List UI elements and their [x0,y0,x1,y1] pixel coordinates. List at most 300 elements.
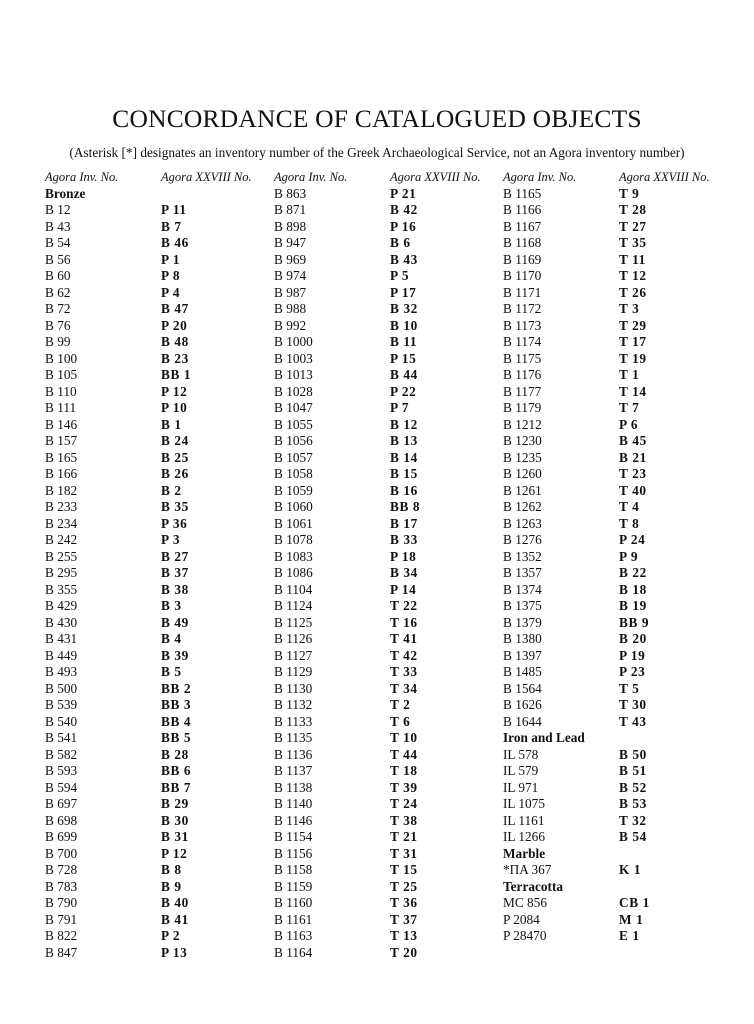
catalogue-number: T 24 [390,796,418,811]
page-subtitle: (Asterisk [*] designates an inventory number of the Greek Archaeological Service, not an Agora inventory number) [69,145,685,160]
table-row [45,268,285,285]
table-row [45,351,285,368]
table-row [503,631,743,648]
table-row [503,565,743,582]
catalogue-number: T 34 [390,680,418,696]
inventory-number: B 233 [45,499,78,514]
table-row [274,565,514,582]
table-row [274,219,514,236]
table-row [45,714,285,731]
inventory-number: B 72 [45,301,71,316]
inventory-number: B 987 [274,284,307,300]
inventory-number: B 1028 [274,383,313,399]
catalogue-number: B 32 [390,301,418,316]
inventory-number: B 1260 [503,466,542,481]
catalogue-number: T 5 [619,680,640,696]
catalogue-number: T 12 [619,268,647,283]
catalogue-number: BB 2 [161,680,192,696]
inventory-number: B 1059 [274,482,313,498]
section-label: Bronze [45,185,86,201]
catalogue-number: T 3 [619,301,640,316]
table-row [274,862,514,879]
concordance-column-3 [503,169,743,945]
table-row [274,466,514,483]
table-row [45,367,285,384]
table-row [274,202,514,219]
table-row [503,747,743,764]
table-row [45,565,285,582]
table-row [503,829,743,846]
table-row [45,829,285,846]
catalogue-number: K 1 [619,862,642,877]
catalogue-number: B 5 [161,664,182,679]
inventory-number: B 12 [45,202,71,217]
table-row [503,549,743,566]
inventory-number: B 582 [45,746,78,762]
inventory-number: B 1485 [503,664,542,679]
catalogue-number: B 1 [161,416,182,432]
inventory-number: B 62 [45,284,71,300]
inventory-number: B 1133 [274,713,313,729]
inventory-number: B 1175 [503,350,542,366]
table-row [274,318,514,335]
inventory-number: B 593 [45,763,78,778]
catalogue-number: B 22 [619,565,647,580]
catalogue-number: T 31 [390,845,418,861]
table-row [45,697,285,714]
catalogue-number: P 22 [390,383,417,399]
inventory-number: B 1060 [274,499,313,514]
table-row [503,318,743,335]
catalogue-number: B 41 [161,911,189,927]
inventory-number: B 1161 [274,911,313,927]
catalogue-number: B 29 [161,796,189,811]
catalogue-number: P 5 [390,268,410,283]
catalogue-number: B 15 [390,466,418,481]
header-inventory-number: Agora Inv. No. [274,170,348,184]
inventory-number: B 1564 [503,680,542,696]
table-row [45,301,285,318]
catalogue-number: T 33 [390,664,418,679]
table-row [503,532,743,549]
inventory-number: B 594 [45,779,78,795]
catalogue-number: T 32 [619,812,647,828]
inventory-number: B 1235 [503,449,542,465]
table-row [503,219,743,236]
catalogue-number: T 6 [390,713,411,729]
table-row [45,252,285,269]
table-row [503,367,743,384]
inventory-number: IL 1075 [503,796,545,811]
catalogue-number: P 3 [161,532,181,547]
table-row [503,186,743,203]
section-label: Terracotta [503,878,564,894]
table-row [274,367,514,384]
table-row [274,598,514,615]
inventory-number: B 1055 [274,416,313,432]
catalogue-number: P 17 [390,284,417,300]
inventory-number: B 105 [45,367,78,382]
inventory-number: B 1169 [503,251,542,267]
catalogue-number: T 38 [390,812,418,828]
catalogue-number: B 9 [161,878,182,894]
inventory-number: B 974 [274,268,307,283]
table-row [45,483,285,500]
table-row [274,631,514,648]
table-row [45,631,285,648]
inventory-number: B 1397 [503,647,542,663]
inventory-number: B 1125 [274,614,313,630]
table-row [274,747,514,764]
inventory-number: B 541 [45,730,78,745]
table-row [274,664,514,681]
inventory-number: B 1003 [274,350,313,366]
catalogue-number: B 28 [161,746,189,762]
table-row [274,285,514,302]
table-row [45,450,285,467]
table-row [274,532,514,549]
catalogue-number: B 50 [619,746,647,762]
catalogue-number: B 52 [619,779,647,795]
inventory-number: B 1129 [274,664,313,679]
catalogue-number: B 21 [619,449,647,465]
catalogue-number: B 8 [161,862,182,877]
table-row [45,664,285,681]
inventory-number: B 1230 [503,433,542,448]
table-row [503,763,743,780]
inventory-number: IL 579 [503,763,539,778]
inventory-number: B 1352 [503,548,542,564]
inventory-number: B 1164 [274,944,313,960]
catalogue-number: T 40 [619,482,647,498]
inventory-number: B 847 [45,944,78,960]
inventory-number: B 728 [45,862,78,877]
inventory-number: B 988 [274,301,307,316]
inventory-number: IL 1266 [503,829,545,844]
catalogue-number: B 37 [161,565,189,580]
inventory-number: B 60 [45,268,71,283]
page-title: CONCORDANCE OF CATALOGUED OBJECTS [112,104,642,133]
catalogue-number: T 27 [619,218,647,234]
table-row [274,813,514,830]
table-row [45,532,285,549]
catalogue-number: B 40 [161,895,189,910]
catalogue-number: B 49 [161,614,189,630]
table-row [45,813,285,830]
inventory-number: B 1375 [503,598,542,613]
catalogue-number: BB 1 [161,367,192,382]
catalogue-number: B 4 [161,631,182,646]
inventory-number: B 500 [45,680,78,696]
inventory-number: B 1357 [503,565,542,580]
table-row [274,912,514,929]
table-row [274,549,514,566]
table-row [45,582,285,599]
inventory-number: B 1154 [274,829,313,844]
table-row [45,796,285,813]
table-row [503,334,743,351]
inventory-number: B 1104 [274,581,313,597]
catalogue-number: B 7 [161,218,182,234]
table-row [503,714,743,731]
table-row [274,450,514,467]
inventory-number: IL 578 [503,746,539,762]
catalogue-number: T 30 [619,697,647,712]
catalogue-number: T 13 [390,928,418,943]
catalogue-number: T 8 [619,515,640,531]
inventory-number: B 1177 [503,383,542,399]
header-catalogue-number: Agora XXVIII No. [619,170,710,184]
catalogue-number: B 24 [161,433,189,448]
table-row [45,615,285,632]
inventory-number: B 539 [45,697,78,712]
table-row [503,862,743,879]
table-row [45,780,285,797]
catalogue-number: B 30 [161,812,189,828]
catalogue-number: B 25 [161,449,189,465]
table-row [503,351,743,368]
table-row [45,598,285,615]
catalogue-number: BB 9 [619,614,650,630]
header-catalogue-number: Agora XXVIII No. [161,170,252,184]
catalogue-number: B 14 [390,449,418,465]
catalogue-number: B 3 [161,598,182,613]
inventory-number: B 791 [45,911,78,927]
catalogue-number: P 23 [619,664,646,679]
catalogue-number: T 26 [619,284,647,300]
inventory-number: B 1263 [503,515,542,531]
table-row [274,829,514,846]
table-row [45,219,285,236]
catalogue-number: BB 8 [390,499,421,514]
inventory-number: B 165 [45,449,78,465]
catalogue-number: T 43 [619,713,647,729]
catalogue-number: T 42 [390,647,418,663]
table-row [503,252,743,269]
catalogue-number: B 35 [161,499,189,514]
section-heading [503,846,743,863]
inventory-number: B 54 [45,235,71,250]
inventory-number: B 1013 [274,367,313,382]
inventory-number: B 1276 [503,532,542,547]
catalogue-number: P 10 [161,400,188,415]
inventory-number: B 1167 [503,218,542,234]
table-row [503,582,743,599]
catalogue-number: B 2 [161,482,182,498]
table-row [45,862,285,879]
inventory-number: B 1056 [274,433,313,448]
catalogue-number: BB 7 [161,779,192,795]
catalogue-number: B 26 [161,466,189,481]
table-row [274,252,514,269]
catalogue-number: B 47 [161,301,189,316]
table-row [503,417,743,434]
catalogue-number: T 9 [619,185,640,201]
catalogue-number: P 12 [161,383,188,399]
table-row [45,285,285,302]
table-row [274,928,514,945]
catalogue-number: B 46 [161,235,189,250]
catalogue-number: T 28 [619,202,647,217]
table-row [503,202,743,219]
catalogue-number: T 44 [390,746,418,762]
column-header [503,169,743,186]
inventory-number: B 431 [45,631,78,646]
table-row [274,879,514,896]
column-header [274,169,514,186]
inventory-number: B 1163 [274,928,313,943]
catalogue-number: B 19 [619,598,647,613]
catalogue-number: P 6 [619,416,639,432]
table-row [503,499,743,516]
table-row [274,186,514,203]
concordance-column-1 [45,169,285,961]
inventory-number: B 1179 [503,400,542,415]
table-row [274,780,514,797]
table-row [45,202,285,219]
table-row [503,235,743,252]
inventory-number: B 790 [45,895,78,910]
catalogue-number: B 31 [161,829,189,844]
inventory-number: P 28470 [503,928,547,943]
inventory-number: B 1212 [503,416,542,432]
table-row [274,516,514,533]
inventory-number: IL 1161 [503,812,545,828]
table-row [45,928,285,945]
table-row [45,235,285,252]
inventory-number: B 182 [45,482,78,498]
catalogue-number: T 17 [619,334,647,349]
catalogue-number: P 15 [390,350,417,366]
catalogue-number: T 39 [390,779,418,795]
inventory-number: B 700 [45,845,78,861]
catalogue-number: BB 5 [161,730,192,745]
catalogue-number: B 6 [390,235,411,250]
catalogue-number: T 22 [390,598,418,613]
catalogue-number: B 43 [390,251,418,267]
inventory-number: B 1166 [503,202,542,217]
catalogue-number: P 16 [390,218,417,234]
catalogue-number: P 14 [390,581,417,597]
inventory-number: B 1135 [274,730,313,745]
table-row [503,681,743,698]
catalogue-number: BB 4 [161,713,192,729]
inventory-number: B 1086 [274,565,313,580]
catalogue-number: T 20 [390,944,418,960]
inventory-number: B 1124 [274,598,313,613]
table-row [45,747,285,764]
inventory-number: B 1137 [274,763,313,778]
inventory-number: B 783 [45,878,78,894]
inventory-number: B 1078 [274,532,313,547]
inventory-number: B 992 [274,317,307,333]
inventory-number: B 449 [45,647,78,663]
table-row [274,615,514,632]
catalogue-number: P 4 [161,284,181,300]
catalogue-number: T 2 [390,697,411,712]
table-row [274,945,514,962]
inventory-number: B 1140 [274,796,313,811]
catalogue-number: T 37 [390,911,418,927]
table-row [503,697,743,714]
catalogue-number: B 16 [390,482,418,498]
table-row [45,384,285,401]
table-row [45,763,285,780]
inventory-number: B 43 [45,218,71,234]
inventory-number: B 166 [45,466,78,481]
catalogue-number: T 15 [390,862,418,877]
inventory-number: B 863 [274,185,307,201]
inventory-number: B 1644 [503,713,542,729]
inventory-number: B 146 [45,416,78,432]
table-row [45,648,285,665]
catalogue-number: T 41 [390,631,418,646]
catalogue-number: CB 1 [619,895,650,910]
table-row [274,235,514,252]
catalogue-number: T 18 [390,763,418,778]
header-catalogue-number: Agora XXVIII No. [390,170,481,184]
table-row [45,417,285,434]
catalogue-number: B 13 [390,433,418,448]
inventory-number: B 1160 [274,895,313,910]
inventory-number: B 1130 [274,680,313,696]
catalogue-number: BB 6 [161,763,192,778]
inventory-number: B 1262 [503,499,542,514]
catalogue-number: B 12 [390,416,418,432]
table-row [274,796,514,813]
inventory-number: B 1058 [274,466,313,481]
catalogue-number: T 21 [390,829,418,844]
table-row [45,433,285,450]
section-heading [45,186,285,203]
table-row [45,334,285,351]
table-row [503,433,743,450]
catalogue-number: P 11 [161,202,187,217]
table-row [274,730,514,747]
inventory-number: B 1057 [274,449,313,465]
inventory-number: B 100 [45,350,78,366]
catalogue-number: T 7 [619,400,640,415]
inventory-number: B 1374 [503,581,542,597]
inventory-number: B 430 [45,614,78,630]
inventory-number: B 1176 [503,367,542,382]
table-row [45,945,285,962]
table-row [45,730,285,747]
catalogue-number: T 23 [619,466,647,481]
inventory-number: B 697 [45,796,78,811]
table-row [503,780,743,797]
table-row [503,664,743,681]
table-row [503,912,743,929]
catalogue-number: P 9 [619,548,639,564]
inventory-number: B 429 [45,598,78,613]
inventory-number: *ΠΑ 367 [503,862,552,877]
catalogue-number: P 13 [161,944,188,960]
table-row [503,285,743,302]
inventory-number: B 1173 [503,317,542,333]
table-row [274,384,514,401]
catalogue-number: B 11 [390,334,418,349]
table-row [274,483,514,500]
inventory-number: B 234 [45,515,78,531]
inventory-number: B 1168 [503,235,542,250]
table-row [274,417,514,434]
table-row [503,813,743,830]
catalogue-number: B 54 [619,829,647,844]
table-row [503,483,743,500]
table-row [45,912,285,929]
table-row [274,433,514,450]
